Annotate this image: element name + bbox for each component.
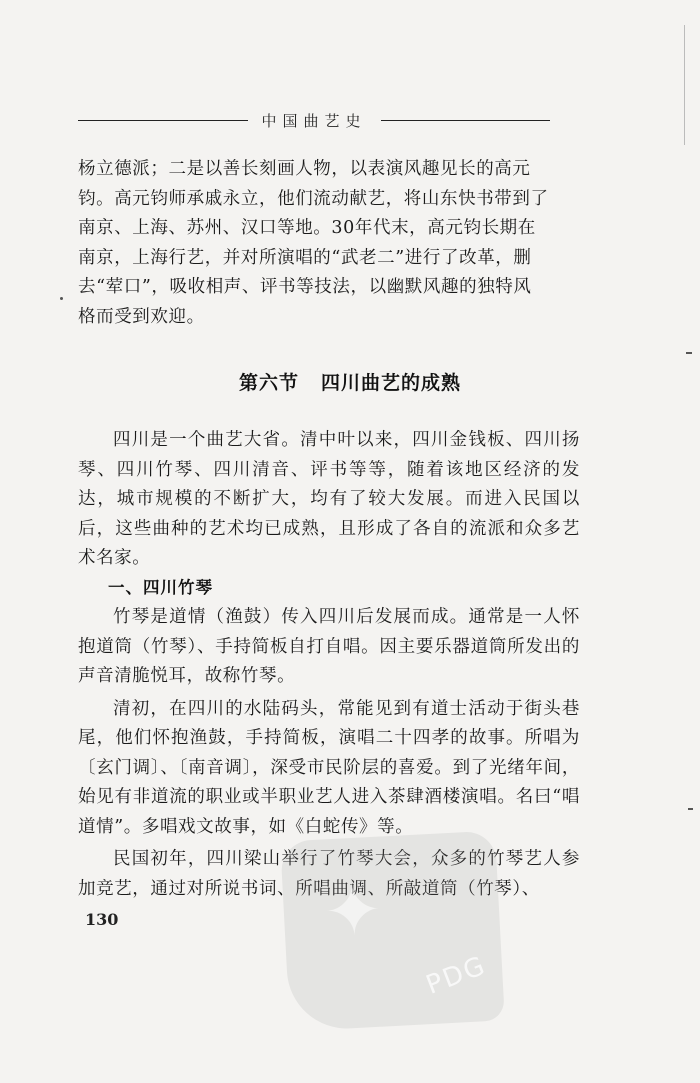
watermark-label: PDG [422,950,491,1001]
running-header [78,108,550,132]
page-number: 130 [85,910,119,929]
section-number: 第六节 [238,372,299,394]
paragraph: 四川是一个曲艺大省。清中叶以来，四川金钱板、四川扬琴、四川竹琴、四川清音、评书等等，随着该地区经济的发达，城市规模的不断扩大，均有了较大发展。而进入民国以后，这些曲种的艺术均已成熟，且形成了各自的流派和众多艺术名家。 [78,430,580,568]
header-rule-left [78,120,248,121]
header-rule-right [381,120,551,121]
paragraph: 民国初年，四川梁山举行了竹琴大会，众多的竹琴艺人参加竞艺，通过对所说书词、所唱曲调、所敲道筒（竹琴）、 [78,849,580,899]
section-heading [0,368,700,395]
text-line: 去“荤口”，吸收相声、评书等技法，以幽默风趣的独特风 [78,277,532,297]
text-line: 南京，上海行艺，并对所演唱的“武老二”进行了改革，删 [78,247,532,268]
margin-mark [688,808,693,810]
watermark-stamp [280,831,505,1032]
margin-mark [684,25,685,145]
margin-mark [686,352,692,354]
paragraph: 竹琴是道情（渔鼓）传入四川后发展而成。通常是一人怀抱道筒（竹琴）、手持简板自打自唱。因主要乐器道筒所发出的声音清脆悦耳，故称竹琴。 [78,607,580,686]
text-line: 杨立德派；二是以善长刻画人物，以表演风趣见长的高元 [78,159,531,179]
watermark-glyph-icon: ✦ [321,868,393,954]
margin-mark [60,297,63,300]
text-line: 钧。高元钧师承戚永立，他们流动献艺，将山东快书带到了 [78,188,549,209]
subsection-heading: 一、四川竹琴 [108,578,213,597]
running-title: 中国曲艺史 [261,111,367,130]
section-title: 四川曲艺的成熟 [321,372,462,394]
section-intro-paragraph [78,426,580,574]
text-line: 南京、上海、苏州、汉口等地。30年代末，高元钧长期在 [78,218,536,238]
paragraph: 清初，在四川的水陆码头，常能见到有道士活动于街头巷尾，他们怀抱渔鼓，手持简板，演唱二十四孝的故事。所唱为〔玄门调〕、〔南音调〕，深受市民阶层的喜爱。到了光绪年间，始见有非道流的职业或半职业艺人进入茶肆酒楼演唱。名曰“唱道情”。多唱戏文故事，如《白蛇传》等。 [78,698,580,837]
text-line: 格而受到欢迎。 [78,306,205,327]
intro-paragraph [78,155,580,332]
